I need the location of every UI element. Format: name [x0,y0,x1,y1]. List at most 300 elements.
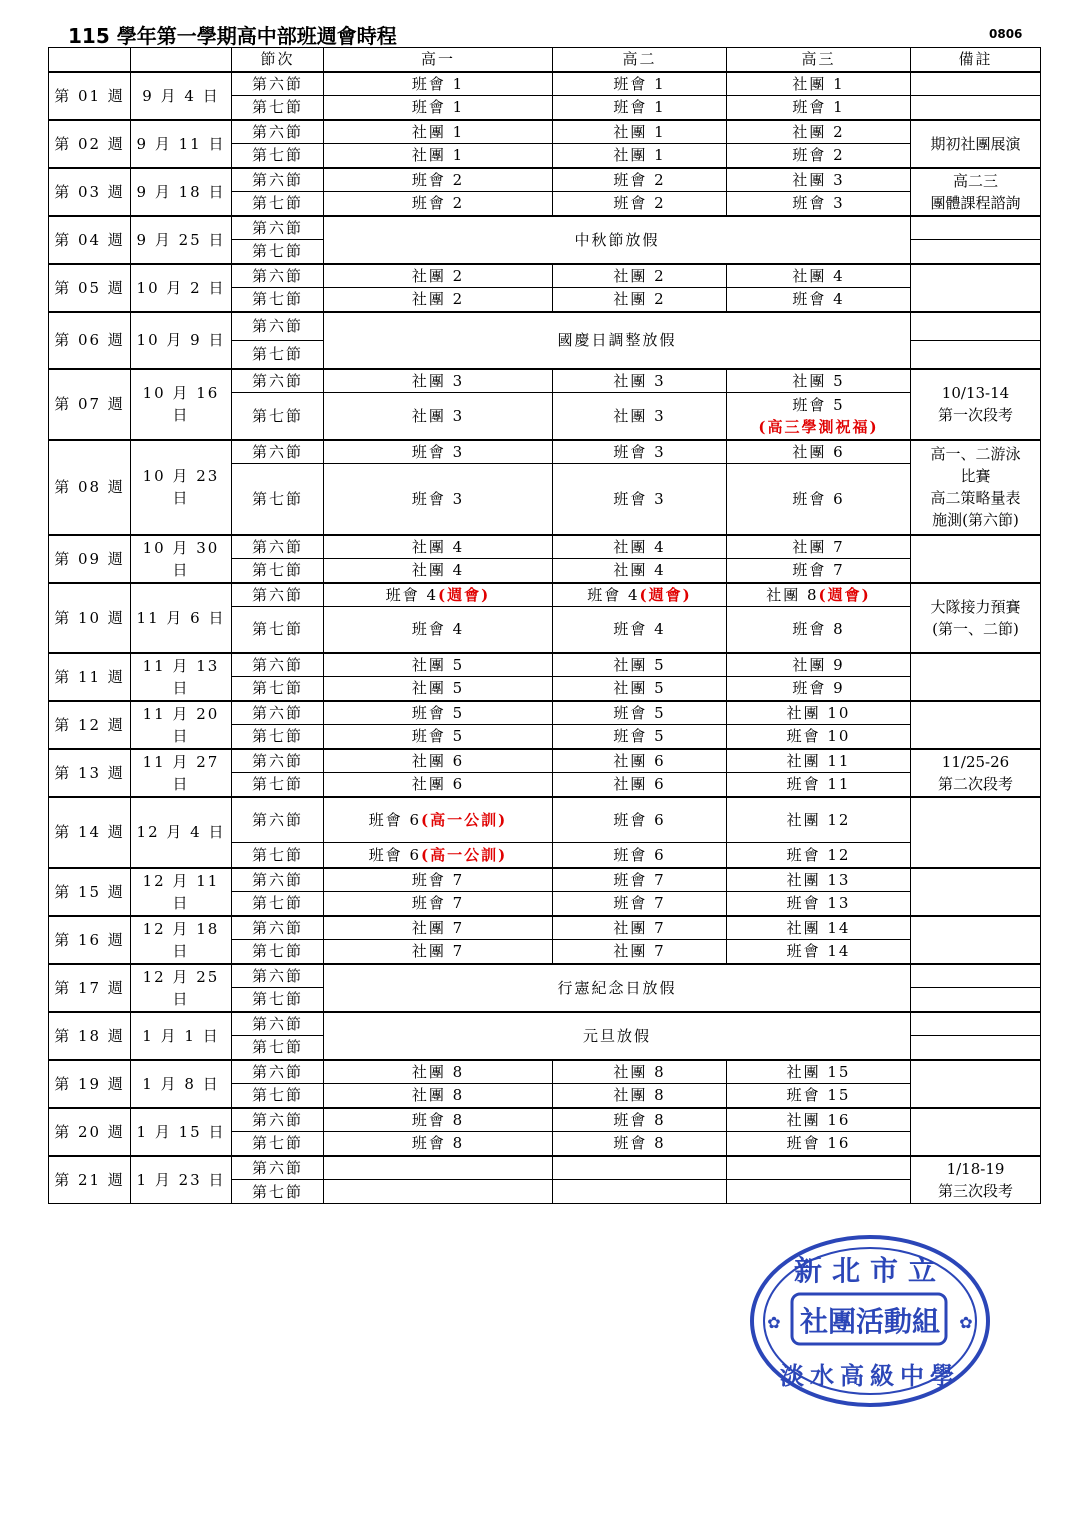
note-cell [911,535,1041,583]
note-cell [911,440,1041,535]
week-label: 第 21 週 [49,1156,131,1204]
note-cell [911,240,1041,264]
table-row [49,1156,1041,1180]
note-line: 比賽 [960,467,991,485]
class-cell [324,192,553,216]
note-cell [911,264,1041,312]
class-cell [553,1084,727,1108]
class-cell [727,773,911,797]
week-date: 11 月 13 日 [131,653,232,701]
schedule-table [48,47,1041,1204]
period-label: 第七節 [232,288,324,312]
table-row [49,797,1041,843]
class-cell [324,96,553,120]
class-activity: 班會 7 [613,870,666,889]
seal-top-text: 新北市立 [793,1254,947,1287]
week-label: 第 15 週 [49,868,131,916]
assembly-tag: (週會) [818,585,871,604]
note-cell [911,72,1041,96]
table-row [49,1108,1041,1132]
class-activity: 班會 2 [613,170,666,189]
class-activity: 班會 9 [792,679,845,698]
period-label: 第六節 [232,312,324,341]
week-date: 1 月 8 日 [131,1060,232,1108]
period-label: 第七節 [232,892,324,916]
class-activity: 社團 1 [613,122,666,141]
class-activity: 社團 6 [613,775,666,794]
civics-tag: (高一公訓) [421,810,508,829]
class-cell [727,1132,911,1156]
class-activity: 社團 7 [411,942,465,961]
period-label: 第六節 [232,440,324,464]
class-activity: 班會 4 [385,585,439,604]
class-activity: 社團 4 [411,561,465,580]
class-cell [553,749,727,773]
period-label: 第六節 [232,1012,324,1036]
class-cell [727,1180,911,1204]
class-activity: 社團 4 [411,537,465,556]
table-row [49,535,1041,559]
week-date: 10 月 16 日 [131,369,232,440]
note-line: 第一次段考 [937,406,1013,424]
class-cell [553,72,727,96]
period-label: 第七節 [232,240,324,264]
period-label: 第七節 [232,96,324,120]
week-label: 第 18 週 [49,1012,131,1060]
header-grade-1: 高一 [324,48,553,72]
note-line: 1/18-19 [946,1159,1005,1178]
class-cell [727,96,911,120]
week-date: 11 月 6 日 [131,583,232,653]
class-cell [727,264,911,288]
class-activity: 班會 1 [411,98,465,117]
period-label: 第六節 [232,535,324,559]
class-cell [553,916,727,940]
week-date: 1 月 23 日 [131,1156,232,1204]
header-row [49,48,1041,72]
period-label: 第六節 [232,868,324,892]
period-label: 第七節 [232,1132,324,1156]
class-activity: 社團 1 [613,146,666,165]
class-activity: 社團 1 [411,146,465,165]
period-label: 第六節 [232,653,324,677]
period-label: 第六節 [232,964,324,988]
class-activity: 社團 5 [792,371,845,390]
class-activity: 社團 11 [786,751,851,770]
class-cell [553,369,727,393]
class-activity: 班會 15 [786,1086,851,1105]
class-cell [324,288,553,312]
table-row [49,868,1041,892]
class-activity: 社團 6 [411,751,465,770]
note-line: 高一、二游泳 [930,445,1021,463]
note-cell [911,868,1041,916]
week-label: 第 14 週 [49,797,131,868]
period-label: 第七節 [232,559,324,583]
class-cell [553,773,727,797]
class-cell [324,749,553,773]
class-activity: 社團 9 [792,655,845,674]
note-line: 高二三 [952,171,998,190]
class-activity: 班會 7 [411,894,465,913]
class-cell [727,192,911,216]
period-label: 第六節 [232,264,324,288]
holiday-cell: 國慶日調整放假 [324,312,911,369]
class-activity: 社團 5 [411,655,465,674]
note-line: 團體課程諮詢 [930,193,1021,212]
week-label: 第 06 週 [49,312,131,369]
class-activity: 社團 2 [613,290,666,309]
class-cell [324,144,553,168]
table-row [49,312,1041,341]
class-activity: 班會 3 [411,489,465,508]
class-cell [324,773,553,797]
class-activity: 班會 6 [613,845,666,864]
class-cell [553,1180,727,1204]
note-line: (第一、二節) [932,619,1019,638]
week-label: 第 03 週 [49,168,131,216]
class-cell [727,288,911,312]
class-cell [324,168,553,192]
class-activity: 社團 16 [786,1110,851,1129]
holiday-cell: 中秋節放假 [324,216,911,264]
class-cell [553,583,727,607]
week-date: 9 月 18 日 [131,168,232,216]
week-label: 第 04 週 [49,216,131,264]
period-label: 第六節 [232,916,324,940]
week-date: 9 月 25 日 [131,216,232,264]
class-activity: 社團 13 [786,870,851,889]
week-label: 第 17 週 [49,964,131,1012]
class-activity: 班會 5 [792,395,845,414]
class-activity: 社團 7 [613,918,666,937]
week-date: 10 月 23 日 [131,440,232,535]
week-date: 10 月 9 日 [131,312,232,369]
note-cell [911,988,1041,1012]
class-cell [727,868,911,892]
class-activity: 社團 3 [411,371,465,390]
week-label: 第 10 週 [49,583,131,653]
class-cell [324,940,553,964]
week-date: 10 月 30 日 [131,535,232,583]
note-cell [911,369,1041,440]
class-cell [324,607,553,653]
week-date: 12 月 4 日 [131,797,232,868]
header-period: 節次 [232,48,324,72]
table-row [49,583,1041,607]
class-activity: 班會 2 [792,146,845,165]
class-cell [324,120,553,144]
table-row [49,440,1041,464]
class-activity: 班會 6 [368,845,422,864]
class-cell [553,464,727,535]
period-label: 第六節 [232,749,324,773]
table-row [49,264,1041,288]
class-activity: 班會 8 [613,1110,666,1129]
class-activity: 班會 8 [411,1110,465,1129]
schedule-body [49,72,1041,1204]
header-note: 備註 [911,48,1041,72]
class-activity: 社團 6 [411,775,465,794]
class-cell [727,393,911,440]
note-cell [911,168,1041,216]
table-row [49,1012,1041,1036]
week-label: 第 01 週 [49,72,131,120]
week-date: 12 月 11 日 [131,868,232,916]
class-activity: 社團 3 [613,406,666,425]
note-cell [911,216,1041,240]
class-activity: 社團 3 [613,371,666,390]
class-activity: 社團 14 [786,918,851,937]
class-cell [324,535,553,559]
seal-bottom-text: 淡水高級中學 [780,1362,960,1390]
class-activity: 班會 1 [411,74,465,93]
class-cell [553,1156,727,1180]
class-cell [727,168,911,192]
holiday-cell: 元旦放假 [324,1012,911,1060]
class-activity: 社團 8 [411,1062,465,1081]
period-label: 第六節 [232,120,324,144]
class-cell [324,797,553,843]
class-activity: 班會 5 [411,703,465,722]
class-activity: 班會 4 [411,620,465,639]
week-date: 12 月 25 日 [131,964,232,1012]
class-activity: 班會 2 [411,170,465,189]
class-activity: 社團 8 [766,585,819,604]
week-date: 12 月 18 日 [131,916,232,964]
period-label: 第六節 [232,797,324,843]
class-activity: 班會 7 [411,870,465,889]
class-activity: 社團 7 [411,918,465,937]
header-grade-2: 高二 [553,48,727,72]
period-label: 第七節 [232,464,324,535]
document-code: 0806 [989,27,1023,41]
class-activity: 社團 5 [613,655,666,674]
class-activity: 班會 6 [613,810,666,829]
note-cell [911,96,1041,120]
week-date: 9 月 11 日 [131,120,232,168]
class-cell [727,892,911,916]
note-cell [911,653,1041,701]
class-activity: 社團 8 [411,1086,465,1105]
class-cell [727,144,911,168]
note-cell [911,749,1041,797]
class-activity: 班會 5 [613,727,666,746]
class-activity: 班會 3 [411,442,465,461]
table-row [49,653,1041,677]
class-cell [553,677,727,701]
week-label: 第 09 週 [49,535,131,583]
period-label: 第七節 [232,773,324,797]
class-activity: 班會 1 [613,74,666,93]
period-label: 第七節 [232,1180,324,1204]
note-cell [911,120,1041,168]
class-cell [727,1084,911,1108]
class-activity: 班會 6 [368,810,422,829]
week-date: 10 月 2 日 [131,264,232,312]
class-cell [324,440,553,464]
note-cell [911,701,1041,749]
class-activity: 社團 2 [411,290,465,309]
class-cell [727,749,911,773]
class-cell [727,120,911,144]
week-date: 1 月 1 日 [131,1012,232,1060]
class-cell [727,440,911,464]
class-activity: 班會 3 [792,194,845,213]
class-activity: 社團 6 [792,442,845,461]
week-label: 第 05 週 [49,264,131,312]
class-activity: 社團 12 [786,810,851,829]
note-cell [911,1060,1041,1108]
period-label: 第七節 [232,940,324,964]
week-date: 9 月 4 日 [131,72,232,120]
class-activity: 社團 10 [786,703,851,722]
note-line: 10/13-14 [941,384,1010,402]
class-cell [324,72,553,96]
class-activity: 班會 1 [613,98,666,117]
class-cell [727,1108,911,1132]
note-cell [911,1156,1041,1204]
class-cell [727,559,911,583]
period-label: 第六節 [232,1060,324,1084]
week-label: 第 16 週 [49,916,131,964]
table-row [49,701,1041,725]
class-activity: 班會 3 [613,489,666,508]
class-cell [324,892,553,916]
week-label: 第 19 週 [49,1060,131,1108]
class-cell [324,1180,553,1204]
class-cell [553,168,727,192]
class-activity: 社團 7 [613,942,666,961]
class-cell [324,1108,553,1132]
class-cell [727,725,911,749]
class-cell [727,1060,911,1084]
class-activity: 班會 7 [613,894,666,913]
week-label: 第 02 週 [49,120,131,168]
class-cell [324,369,553,393]
class-activity: 社團 4 [792,266,845,285]
seal-center-text: 社團活動組 [799,1305,941,1338]
blessing-tag: (高三學測祝福) [758,417,879,436]
period-label: 第七節 [232,192,324,216]
class-cell [727,535,911,559]
period-label: 第七節 [232,393,324,440]
table-row [49,168,1041,192]
period-label: 第七節 [232,1084,324,1108]
class-activity: 班會 6 [792,489,845,508]
class-cell [553,940,727,964]
class-activity: 班會 8 [411,1134,465,1153]
class-cell [553,264,727,288]
class-activity: 班會 5 [411,727,465,746]
period-label: 第七節 [232,144,324,168]
class-activity: 班會 4 [587,585,640,604]
note-cell [911,312,1041,341]
class-activity: 社團 2 [613,266,666,285]
class-cell [553,535,727,559]
class-activity: 社團 15 [786,1062,851,1081]
class-activity: 班會 7 [792,561,845,580]
class-activity: 社團 4 [613,561,666,580]
class-activity: 社團 7 [792,537,845,556]
class-activity: 班會 16 [786,1134,851,1153]
note-line: 第二次段考 [937,774,1013,793]
period-label: 第七節 [232,607,324,653]
class-cell [324,677,553,701]
week-date: 11 月 27 日 [131,749,232,797]
page-title: 115 學年第一學期高中部班週會時程 [68,24,397,48]
class-cell [727,940,911,964]
class-cell [553,653,727,677]
note-line: 大隊接力預賽 [930,597,1021,616]
class-activity: 班會 14 [786,942,851,961]
period-label: 第七節 [232,1036,324,1060]
table-row [49,216,1041,240]
note-line: 期初社團展演 [930,134,1021,153]
class-activity: 社團 5 [613,679,666,698]
class-activity: 班會 11 [786,775,851,794]
class-activity: 班會 3 [613,442,666,461]
class-cell [553,393,727,440]
class-cell [727,797,911,843]
class-cell [324,1132,553,1156]
class-activity: 班會 1 [792,98,845,117]
class-cell [553,144,727,168]
class-cell [553,1132,727,1156]
table-row [49,964,1041,988]
class-cell [727,369,911,393]
class-activity: 社團 2 [792,122,845,141]
class-cell [727,72,911,96]
class-activity: 社團 1 [792,74,845,93]
note-cell [911,341,1041,369]
class-activity: 社團 3 [411,406,465,425]
table-row [49,916,1041,940]
period-label: 第六節 [232,583,324,607]
class-cell [553,843,727,868]
week-label: 第 12 週 [49,701,131,749]
class-cell [553,192,727,216]
class-cell [727,843,911,868]
class-cell [324,583,553,607]
class-activity: 社團 8 [613,1086,666,1105]
class-cell [727,653,911,677]
class-cell [727,677,911,701]
class-cell [324,701,553,725]
week-label: 第 08 週 [49,440,131,535]
class-cell [324,725,553,749]
note-cell [911,1012,1041,1036]
class-activity: 班會 2 [613,194,666,213]
note-line: 施測(第六節) [932,511,1019,529]
assembly-tag: (週會) [639,585,692,604]
class-activity: 班會 10 [786,727,851,746]
class-cell [324,653,553,677]
table-row [49,120,1041,144]
period-label: 第六節 [232,168,324,192]
note-cell [911,1108,1041,1156]
class-cell [324,1084,553,1108]
class-cell [324,916,553,940]
note-line: 11/25-26 [941,752,1010,771]
class-activity: 社團 4 [613,537,666,556]
class-cell [553,120,727,144]
holiday-cell: 行憲紀念日放假 [324,964,911,1012]
class-activity: 班會 8 [613,1134,666,1153]
class-cell [727,1156,911,1180]
note-line: 高二策略量表 [930,489,1021,507]
period-label: 第六節 [232,216,324,240]
